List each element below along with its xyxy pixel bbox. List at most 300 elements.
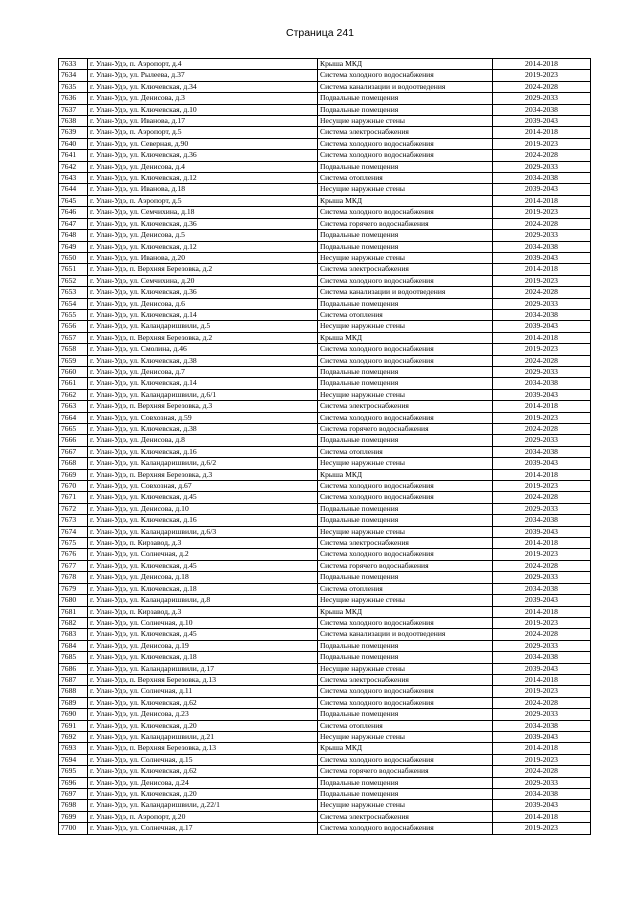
period-cell: 2014-2018 [493,469,591,480]
work-type-cell: Система горячего водоснабжения [318,424,493,435]
table-row [59,332,591,343]
period-cell: 2029-2033 [493,230,591,241]
row-number: 7686 [59,663,88,674]
address-cell: г. Улан-Удэ, п. Кирзавод, д.3 [88,606,318,617]
address-cell: г. Улан-Удэ, п. Аэропорт, д.5 [88,127,318,138]
period-cell: 2039-2043 [493,184,591,195]
row-number: 7638 [59,116,88,127]
row-number: 7693 [59,743,88,754]
work-type-cell: Система электроснабжения [318,264,493,275]
table-row [59,93,591,104]
row-number: 7689 [59,697,88,708]
work-type-cell: Подвальные помещения [318,230,493,241]
row-number: 7664 [59,412,88,423]
work-type-cell: Система электроснабжения [318,401,493,412]
table-row [59,823,591,834]
table-row [59,652,591,663]
period-cell: 2029-2033 [493,777,591,788]
table-row [59,583,591,594]
work-type-cell: Крыша МКД [318,195,493,206]
row-number: 7682 [59,617,88,628]
address-cell: г. Улан-Удэ, ул. Денисова, д.6 [88,298,318,309]
period-cell: 2014-2018 [493,674,591,685]
table-row [59,446,591,457]
work-type-cell: Система холодного водоснабжения [318,617,493,628]
row-number: 7661 [59,378,88,389]
repair-schedule-table [58,58,591,835]
address-cell: г. Улан-Удэ, п. Верхняя Березовка, д.3 [88,469,318,480]
address-cell: г. Улан-Удэ, ул. Денисова, д.4 [88,161,318,172]
period-cell: 2019-2023 [493,549,591,560]
row-number: 7637 [59,104,88,115]
address-cell: г. Улан-Удэ, ул. Северная, д.90 [88,138,318,149]
period-cell: 2029-2033 [493,161,591,172]
table-row [59,275,591,286]
table-row [59,321,591,332]
table-row [59,572,591,583]
table-row [59,309,591,320]
address-cell: г. Улан-Удэ, ул. Ключевская, д.16 [88,515,318,526]
address-cell: г. Улан-Удэ, ул. Каландаришвили, д.17 [88,663,318,674]
row-number: 7684 [59,640,88,651]
table-row [59,401,591,412]
period-cell: 2034-2038 [493,720,591,731]
period-cell: 2019-2023 [493,275,591,286]
work-type-cell: Система холодного водоснабжения [318,823,493,834]
row-number: 7700 [59,823,88,834]
row-number: 7653 [59,287,88,298]
period-cell: 2024-2028 [493,424,591,435]
work-type-cell: Несущие наружные стены [318,526,493,537]
address-cell: г. Улан-Удэ, п. Аэропорт, д.5 [88,195,318,206]
address-cell: г. Улан-Удэ, ул. Каландаришвили, д.21 [88,731,318,742]
period-cell: 2019-2023 [493,412,591,423]
work-type-cell: Система холодного водоснабжения [318,697,493,708]
period-cell: 2039-2043 [493,458,591,469]
work-type-cell: Система отопления [318,173,493,184]
work-type-cell: Несущие наружные стены [318,389,493,400]
row-number: 7698 [59,800,88,811]
period-cell: 2034-2038 [493,378,591,389]
period-cell: 2029-2033 [493,366,591,377]
work-type-cell: Система горячего водоснабжения [318,560,493,571]
period-cell: 2039-2043 [493,389,591,400]
address-cell: г. Улан-Удэ, п. Верхняя Березовка, д.3 [88,401,318,412]
period-cell: 2024-2028 [493,629,591,640]
work-type-cell: Система холодного водоснабжения [318,549,493,560]
period-cell: 2014-2018 [493,811,591,822]
table-row [59,743,591,754]
row-number: 7641 [59,150,88,161]
address-cell: г. Улан-Удэ, ул. Ключевская, д.12 [88,173,318,184]
work-type-cell: Подвальные помещения [318,241,493,252]
address-cell: г. Улан-Удэ, п. Верхняя Березовка, д.2 [88,264,318,275]
row-number: 7695 [59,766,88,777]
table-row [59,298,591,309]
table-row [59,264,591,275]
address-cell: г. Улан-Удэ, ул. Каландаришвили, д.22/1 [88,800,318,811]
address-cell: г. Улан-Удэ, ул. Каландаришвили, д.5 [88,321,318,332]
address-cell: г. Улан-Удэ, ул. Солнечная, д.2 [88,549,318,560]
address-cell: г. Улан-Удэ, ул. Денисова, д.5 [88,230,318,241]
table-row [59,70,591,81]
work-type-cell: Система холодного водоснабжения [318,70,493,81]
row-number: 7699 [59,811,88,822]
work-type-cell: Система холодного водоснабжения [318,355,493,366]
address-cell: г. Улан-Удэ, ул. Ключевская, д.36 [88,150,318,161]
row-number: 7642 [59,161,88,172]
work-type-cell: Система холодного водоснабжения [318,481,493,492]
row-number: 7697 [59,789,88,800]
work-type-cell: Несущие наружные стены [318,116,493,127]
address-cell: г. Улан-Удэ, ул. Ключевская, д.62 [88,697,318,708]
address-cell: г. Улан-Удэ, п. Верхняя Березовка, д.13 [88,743,318,754]
work-type-cell: Подвальные помещения [318,104,493,115]
address-cell: г. Улан-Удэ, ул. Совхозная, д.59 [88,412,318,423]
work-type-cell: Подвальные помещения [318,777,493,788]
row-number: 7652 [59,275,88,286]
period-cell: 2014-2018 [493,401,591,412]
address-cell: г. Улан-Удэ, п. Аэропорт, д.20 [88,811,318,822]
row-number: 7679 [59,583,88,594]
address-cell: г. Улан-Удэ, ул. Солнечная, д.15 [88,754,318,765]
table-row [59,640,591,651]
row-number: 7672 [59,503,88,514]
row-number: 7685 [59,652,88,663]
address-cell: г. Улан-Удэ, ул. Ключевская, д.14 [88,378,318,389]
period-cell: 2029-2033 [493,93,591,104]
work-type-cell: Крыша МКД [318,606,493,617]
work-type-cell: Подвальные помещения [318,709,493,720]
address-cell: г. Улан-Удэ, ул. Ключевская, д.36 [88,287,318,298]
work-type-cell: Несущие наружные стены [318,252,493,263]
address-cell: г. Улан-Удэ, ул. Семчихина, д.20 [88,275,318,286]
table-row [59,629,591,640]
work-type-cell: Система холодного водоснабжения [318,754,493,765]
period-cell: 2029-2033 [493,709,591,720]
table-row [59,138,591,149]
address-cell: г. Улан-Удэ, ул. Ключевская, д.10 [88,104,318,115]
address-cell: г. Улан-Удэ, ул. Солнечная, д.17 [88,823,318,834]
address-cell: г. Улан-Удэ, ул. Денисова, д.24 [88,777,318,788]
table-row [59,481,591,492]
table-row [59,389,591,400]
table-row [59,492,591,503]
address-cell: г. Улан-Удэ, ул. Солнечная, д.10 [88,617,318,628]
table-row [59,766,591,777]
work-type-cell: Система канализации и водоотведения [318,629,493,640]
table-row [59,686,591,697]
work-type-cell: Система отопления [318,309,493,320]
row-number: 7636 [59,93,88,104]
table-row [59,104,591,115]
period-cell: 2024-2028 [493,766,591,777]
table-row [59,241,591,252]
row-number: 7678 [59,572,88,583]
table-row [59,458,591,469]
address-cell: г. Улан-Удэ, ул. Ключевская, д.38 [88,355,318,366]
row-number: 7680 [59,595,88,606]
table-row [59,800,591,811]
row-number: 7645 [59,195,88,206]
work-type-cell: Система электроснабжения [318,811,493,822]
period-cell: 2014-2018 [493,332,591,343]
row-number: 7675 [59,538,88,549]
period-cell: 2039-2043 [493,321,591,332]
address-cell: г. Улан-Удэ, ул. Денисова, д.3 [88,93,318,104]
row-number: 7691 [59,720,88,731]
work-type-cell: Несущие наружные стены [318,731,493,742]
period-cell: 2014-2018 [493,743,591,754]
table-row [59,526,591,537]
work-type-cell: Подвальные помещения [318,93,493,104]
address-cell: г. Улан-Удэ, ул. Ключевская, д.38 [88,424,318,435]
period-cell: 2019-2023 [493,686,591,697]
period-cell: 2019-2023 [493,138,591,149]
row-number: 7670 [59,481,88,492]
address-cell: г. Улан-Удэ, ул. Ключевская, д.36 [88,218,318,229]
row-number: 7656 [59,321,88,332]
table-row [59,424,591,435]
address-cell: г. Улан-Удэ, ул. Иванова, д.20 [88,252,318,263]
table-row [59,777,591,788]
address-cell: г. Улан-Удэ, ул. Ключевская, д.14 [88,309,318,320]
row-number: 7674 [59,526,88,537]
address-cell: г. Улан-Удэ, ул. Ключевская, д.45 [88,629,318,640]
work-type-cell: Подвальные помещения [318,652,493,663]
period-cell: 2019-2023 [493,481,591,492]
work-type-cell: Подвальные помещения [318,503,493,514]
address-cell: г. Улан-Удэ, ул. Ключевская, д.62 [88,766,318,777]
period-cell: 2019-2023 [493,207,591,218]
period-cell: 2034-2038 [493,241,591,252]
table-row [59,549,591,560]
row-number: 7692 [59,731,88,742]
work-type-cell: Система холодного водоснабжения [318,686,493,697]
table-row [59,173,591,184]
table-row [59,811,591,822]
table-row [59,663,591,674]
period-cell: 2019-2023 [493,754,591,765]
address-cell: г. Улан-Удэ, ул. Иванова, д.17 [88,116,318,127]
row-number: 7654 [59,298,88,309]
row-number: 7677 [59,560,88,571]
period-cell: 2014-2018 [493,264,591,275]
table-row [59,606,591,617]
period-cell: 2039-2043 [493,252,591,263]
table-row [59,184,591,195]
address-cell: г. Улан-Удэ, ул. Денисова, д.23 [88,709,318,720]
period-cell: 2019-2023 [493,617,591,628]
address-cell: г. Улан-Удэ, п. Аэропорт, д.4 [88,59,318,70]
work-type-cell: Подвальные помещения [318,298,493,309]
work-type-cell: Система холодного водоснабжения [318,150,493,161]
row-number: 7673 [59,515,88,526]
row-number: 7690 [59,709,88,720]
table-row [59,207,591,218]
work-type-cell: Подвальные помещения [318,378,493,389]
work-type-cell: Несущие наружные стены [318,663,493,674]
address-cell: г. Улан-Удэ, ул. Совхозная, д.67 [88,481,318,492]
table-row [59,617,591,628]
address-cell: г. Улан-Удэ, ул. Каландаришвили, д.8 [88,595,318,606]
table-row [59,378,591,389]
work-type-cell: Система электроснабжения [318,127,493,138]
row-number: 7694 [59,754,88,765]
work-type-cell: Несущие наружные стены [318,458,493,469]
row-number: 7667 [59,446,88,457]
period-cell: 2039-2043 [493,731,591,742]
period-cell: 2034-2038 [493,789,591,800]
address-cell: г. Улан-Удэ, ул. Каландаришвили, д.6/3 [88,526,318,537]
work-type-cell: Подвальные помещения [318,572,493,583]
work-type-cell: Система горячего водоснабжения [318,218,493,229]
work-type-cell: Система холодного водоснабжения [318,138,493,149]
table-row [59,230,591,241]
row-number: 7665 [59,424,88,435]
table-row [59,709,591,720]
period-cell: 2039-2043 [493,595,591,606]
row-number: 7635 [59,81,88,92]
period-cell: 2034-2038 [493,652,591,663]
address-cell: г. Улан-Удэ, ул. Семчихина, д.18 [88,207,318,218]
address-cell: г. Улан-Удэ, ул. Денисова, д.8 [88,435,318,446]
table-row [59,218,591,229]
period-cell: 2014-2018 [493,606,591,617]
work-type-cell: Подвальные помещения [318,435,493,446]
period-cell: 2014-2018 [493,538,591,549]
work-type-cell: Несущие наружные стены [318,184,493,195]
row-number: 7650 [59,252,88,263]
row-number: 7696 [59,777,88,788]
work-type-cell: Подвальные помещения [318,789,493,800]
table-row [59,59,591,70]
table-row [59,538,591,549]
work-type-cell: Система электроснабжения [318,538,493,549]
row-number: 7651 [59,264,88,275]
table-row [59,81,591,92]
period-cell: 2034-2038 [493,173,591,184]
address-cell: г. Улан-Удэ, ул. Ключевская, д.18 [88,583,318,594]
period-cell: 2024-2028 [493,81,591,92]
table-body [59,59,591,835]
row-number: 7666 [59,435,88,446]
table-row [59,287,591,298]
row-number: 7640 [59,138,88,149]
work-type-cell: Несущие наружные стены [318,595,493,606]
table-row [59,344,591,355]
period-cell: 2024-2028 [493,287,591,298]
address-cell: г. Улан-Удэ, ул. Рылеева, д.37 [88,70,318,81]
period-cell: 2019-2023 [493,344,591,355]
row-number: 7687 [59,674,88,685]
period-cell: 2024-2028 [493,492,591,503]
work-type-cell: Система отопления [318,446,493,457]
address-cell: г. Улан-Удэ, ул. Ключевская, д.45 [88,560,318,571]
table-row [59,503,591,514]
period-cell: 2024-2028 [493,697,591,708]
row-number: 7648 [59,230,88,241]
table-row [59,697,591,708]
row-number: 7658 [59,344,88,355]
row-number: 7681 [59,606,88,617]
work-type-cell: Крыша МКД [318,332,493,343]
address-cell: г. Улан-Удэ, ул. Ключевская, д.16 [88,446,318,457]
work-type-cell: Система канализации и водоотведения [318,81,493,92]
table-row [59,469,591,480]
period-cell: 2014-2018 [493,127,591,138]
period-cell: 2024-2028 [493,218,591,229]
work-type-cell: Система холодного водоснабжения [318,275,493,286]
address-cell: г. Улан-Удэ, ул. Денисова, д.19 [88,640,318,651]
row-number: 7633 [59,59,88,70]
work-type-cell: Подвальные помещения [318,515,493,526]
period-cell: 2029-2033 [493,640,591,651]
table-row [59,366,591,377]
row-number: 7669 [59,469,88,480]
table-row [59,560,591,571]
address-cell: г. Улан-Удэ, ул. Ключевская, д.20 [88,720,318,731]
address-cell: г. Улан-Удэ, п. Верхняя Березовка, д.13 [88,674,318,685]
address-cell: г. Улан-Удэ, ул. Денисова, д.7 [88,366,318,377]
row-number: 7639 [59,127,88,138]
period-cell: 2034-2038 [493,583,591,594]
row-number: 7688 [59,686,88,697]
table-row [59,674,591,685]
work-type-cell: Крыша МКД [318,743,493,754]
row-number: 7671 [59,492,88,503]
address-cell: г. Улан-Удэ, ул. Ключевская, д.45 [88,492,318,503]
address-cell: г. Улан-Удэ, п. Верхняя Березовка, д.2 [88,332,318,343]
table-row [59,161,591,172]
table-row [59,412,591,423]
table-row [59,355,591,366]
work-type-cell: Система холодного водоснабжения [318,344,493,355]
row-number: 7649 [59,241,88,252]
table-row [59,150,591,161]
period-cell: 2029-2033 [493,503,591,514]
work-type-cell: Подвальные помещения [318,366,493,377]
work-type-cell: Крыша МКД [318,469,493,480]
row-number: 7644 [59,184,88,195]
period-cell: 2024-2028 [493,150,591,161]
period-cell: 2019-2023 [493,823,591,834]
table-row [59,435,591,446]
table-row [59,515,591,526]
address-cell: г. Улан-Удэ, ул. Иванова, д.18 [88,184,318,195]
work-type-cell: Система отопления [318,583,493,594]
work-type-cell: Несущие наружные стены [318,321,493,332]
work-type-cell: Несущие наружные стены [318,800,493,811]
table-row [59,720,591,731]
table-row [59,195,591,206]
row-number: 7683 [59,629,88,640]
period-cell: 2039-2043 [493,116,591,127]
period-cell: 2014-2018 [493,59,591,70]
address-cell: г. Улан-Удэ, ул. Денисова, д.10 [88,503,318,514]
row-number: 7646 [59,207,88,218]
period-cell: 2019-2023 [493,70,591,81]
address-cell: г. Улан-Удэ, ул. Ключевская, д.12 [88,241,318,252]
address-cell: г. Улан-Удэ, ул. Денисова, д.18 [88,572,318,583]
row-number: 7662 [59,389,88,400]
table-row [59,116,591,127]
page-title: Страница 241 [285,27,355,39]
work-type-cell: Система холодного водоснабжения [318,492,493,503]
table-row [59,127,591,138]
address-cell: г. Улан-Удэ, ул. Смолина, д.46 [88,344,318,355]
address-cell: г. Улан-Удэ, ул. Ключевская, д.18 [88,652,318,663]
